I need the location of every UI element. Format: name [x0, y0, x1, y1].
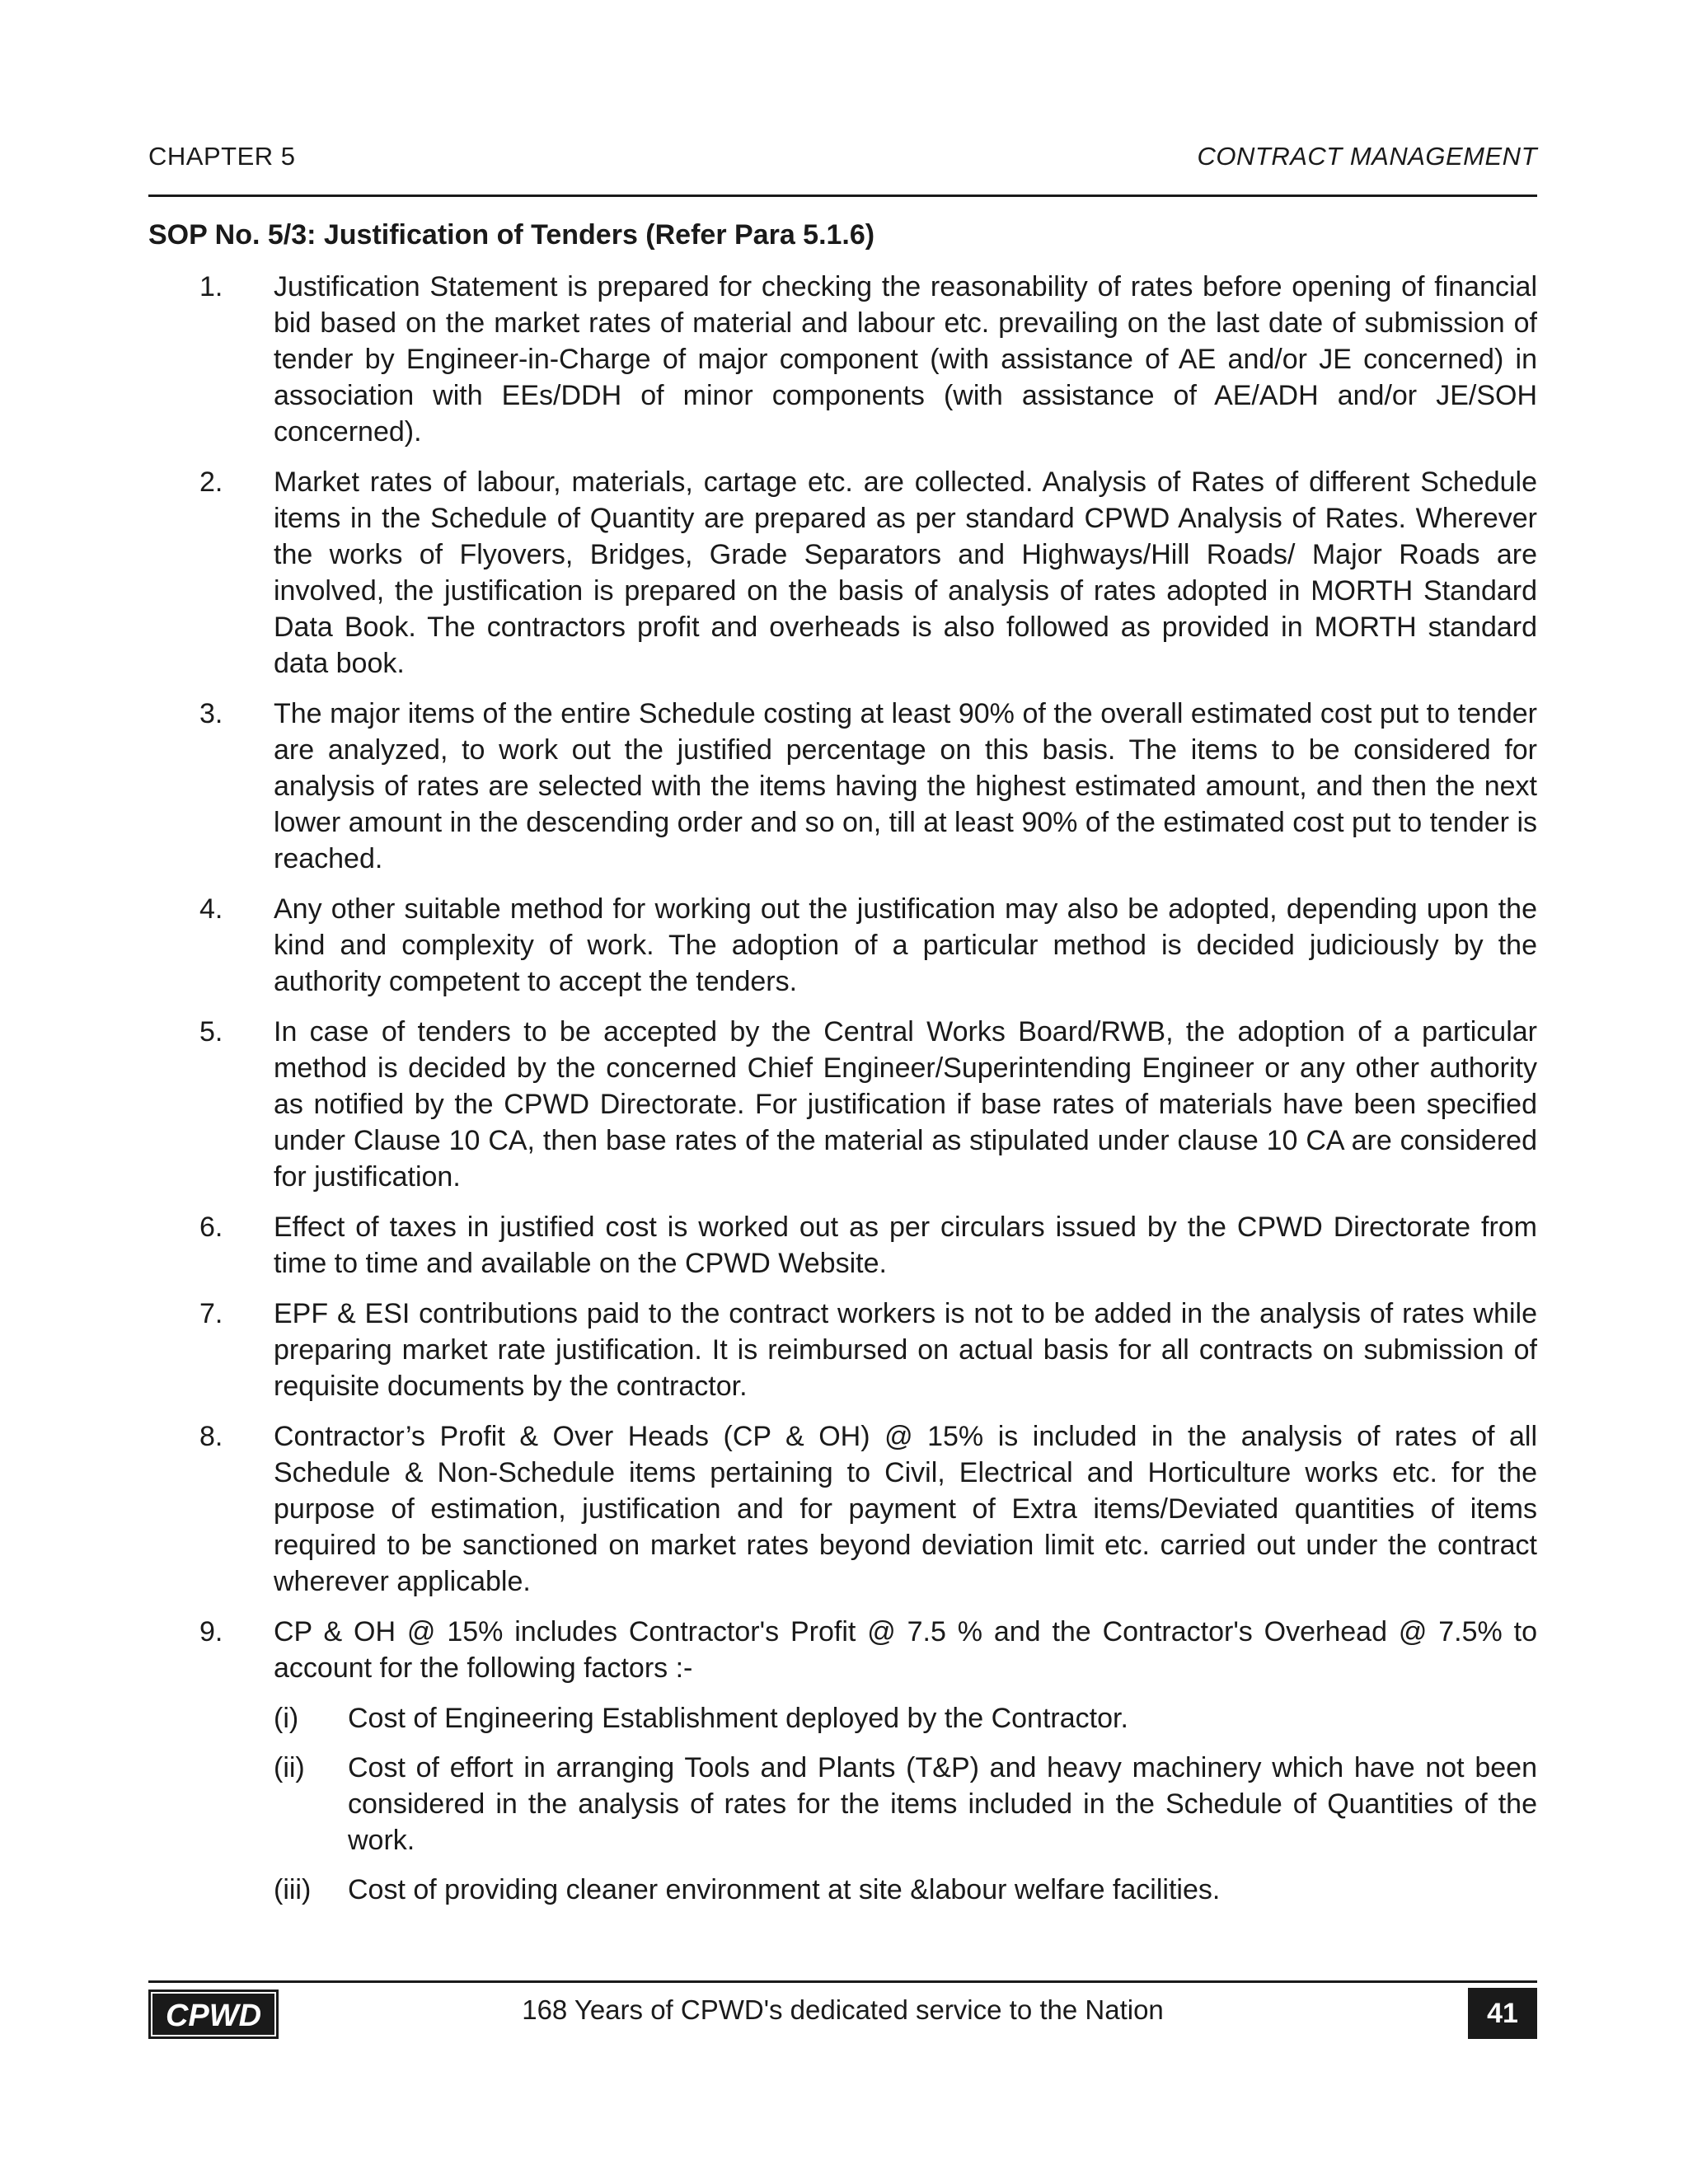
- item-text: In case of tenders to be accepted by the Central Works Board/RWB, the adoption of a particular method is decided by the concerned Chief Engineer/Superintending Engineer or any other authority as notified by the CPWD Directorate. For justification if base rates of materials have been specified under Clause 10 CA, then base rates of the material as stipulated under clause 10 CA are considered for justification.: [274, 1016, 1537, 1193]
- item-text: Market rates of labour, materials, cartage etc. are collected. Analysis of Rates of different Schedule items in the Schedule of Quantity are prepared as per standard CPWD Analysis of Rates. Wherever the works of Flyovers, Bridges, Grade Separators and Highways/Hill Roads/ Major Roads are involved, the justification is prepared on the basis of analysis of rates adopted in MORTH Standard Data Book. The contractors profit and overheads is also followed as provided in MORTH standard data book.: [274, 466, 1537, 679]
- list-item: [148, 1614, 1537, 1686]
- item-text: CP & OH @ 15% includes Contractor's Profit @ 7.5 % and the Contractor's Overhead @ 7.5% to account for the following factors :-: [274, 1616, 1537, 1684]
- item-text: Any other suitable method for working out the justification may also be adopted, depending upon the kind and complexity of work. The adoption of a particular method is decided judiciously by the authority competent to accept the tenders.: [274, 893, 1537, 997]
- item-number: 8.: [199, 1421, 223, 1452]
- sub-item-number: (iii): [274, 1874, 312, 1905]
- item-number: 4.: [199, 893, 223, 925]
- header-divider: [148, 194, 1537, 197]
- item-number: 6.: [199, 1212, 223, 1243]
- item-number: 1.: [199, 271, 223, 302]
- list-item: [148, 464, 1537, 682]
- item-number: 5.: [199, 1016, 223, 1047]
- list-item: [148, 1418, 1537, 1600]
- list-item: [148, 891, 1537, 1000]
- sub-list-item: [148, 1700, 1537, 1736]
- chapter-label: CHAPTER 5: [148, 142, 296, 171]
- page-header: [148, 142, 1537, 183]
- item-text: Justification Statement is prepared for checking the reasonability of rates before opening of financial bid based on the market rates of material and labour etc. prevailing on the last date of submission of tender by Engineer-in-Charge of major component (with assistance of AE and/or JE concerned) in association with EEs/DDH of minor components (with assistance of AE/ADH and/or JE/SOH concerned).: [274, 271, 1537, 448]
- sub-list-item: [148, 1750, 1537, 1858]
- document-page: [148, 0, 1537, 2184]
- list-item: [148, 1014, 1537, 1195]
- item-number: 3.: [199, 698, 223, 729]
- sub-item-text: Cost of effort in arranging Tools and Plants (T&P) and heavy machinery which have not been considered in the analysis of rates for the items included in the Schedule of Quantities of the work.: [348, 1752, 1537, 1856]
- item-number: 7.: [199, 1298, 223, 1329]
- sop-title: SOP No. 5/3: Justification of Tenders (Refer Para 5.1.6): [148, 219, 875, 251]
- list-item: [148, 269, 1537, 450]
- item-text: Effect of taxes in justified cost is worked out as per circulars issued by the CPWD Directorate from time to time and available on the CPWD Website.: [274, 1212, 1537, 1279]
- sub-item-number: (ii): [274, 1752, 305, 1783]
- item-text: EPF & ESI contributions paid to the contract workers is not to be added in the analysis of rates while preparing market rate justification. It is reimbursed on actual basis for all contracts on submission of requisite documents by the contractor.: [274, 1298, 1537, 1402]
- sub-item-text: Cost of providing cleaner environment at site &labour welfare facilities.: [348, 1874, 1221, 1905]
- svg-text:CPWD: CPWD: [165, 1999, 262, 2033]
- list-item: [148, 1209, 1537, 1282]
- section-label: CONTRACT MANAGEMENT: [1197, 142, 1537, 171]
- item-number: 9.: [199, 1616, 223, 1647]
- footer-divider: [148, 1980, 1537, 1983]
- list-item: [148, 696, 1537, 877]
- item-number: 2.: [199, 466, 223, 498]
- sop-content: [148, 269, 1537, 1921]
- item-text: The major items of the entire Schedule costing at least 90% of the overall estimated cost put to tender are analyzed, to work out the justified percentage on this basis. The items to be considered for analysis of rates are selected with the items having the highest estimated amount, and then the next lower amount in the descending order and so on, till at least 90% of the estimated cost put to tender is reached.: [274, 698, 1537, 874]
- sub-item-text: Cost of Engineering Establishment deployed by the Contractor.: [348, 1703, 1128, 1734]
- list-item: [148, 1296, 1537, 1404]
- footer-tagline: 168 Years of CPWD's dedicated service to the Nation: [522, 1994, 1164, 2025]
- page-number: 41: [1468, 1988, 1537, 2039]
- sub-list-item: [148, 1872, 1537, 1908]
- item-text: Contractor’s Profit & Over Heads (CP & OH) @ 15% is included in the analysis of rates of all Schedule & Non-Schedule items pertaining to Civil, Electrical and Horticulture works etc. for the purpose of estimation, justification and for payment of Extra items/Deviated quantities of items required to be sanctioned on market rates beyond deviation limit etc. carried out under the contract wherever applicable.: [274, 1421, 1537, 1597]
- sub-item-number: (i): [274, 1703, 299, 1734]
